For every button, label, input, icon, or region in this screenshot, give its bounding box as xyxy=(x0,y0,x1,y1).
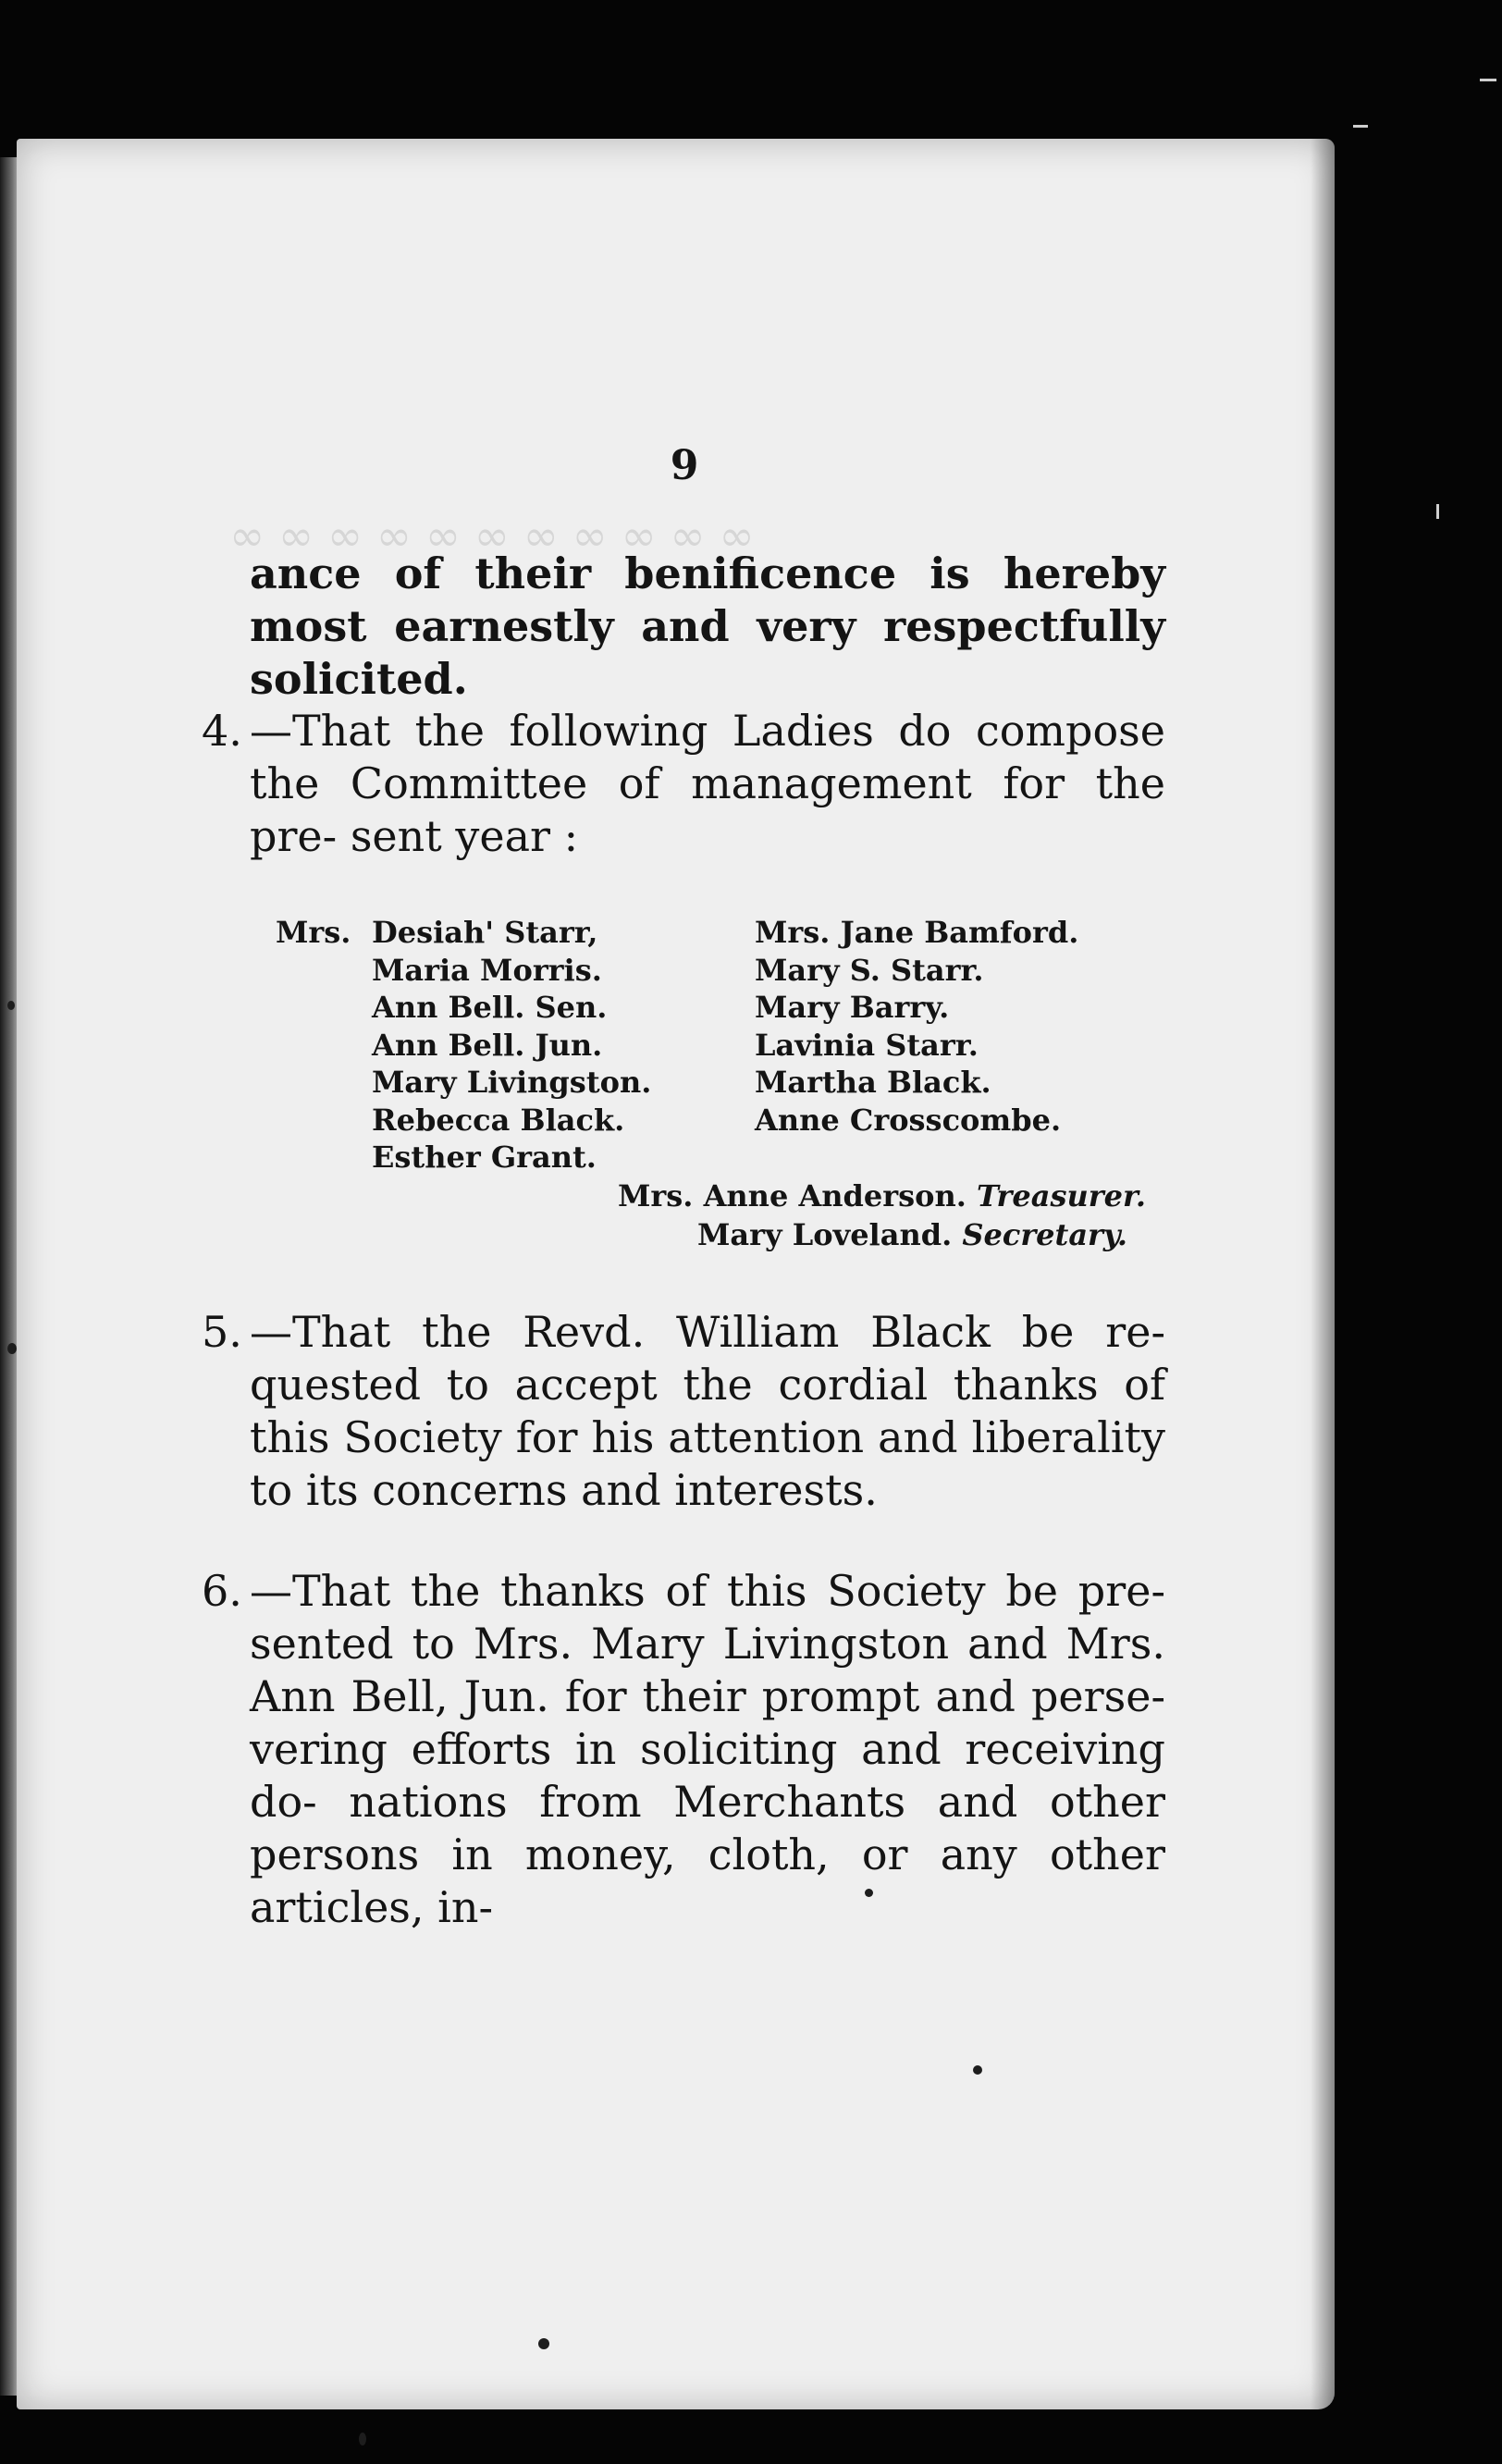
ink-speck xyxy=(7,1001,15,1010)
committee-member: Maria Morris. xyxy=(372,952,602,988)
committee-member: Jane Bamford. xyxy=(840,915,1079,950)
officer-name: Mary Loveland. xyxy=(697,1217,953,1252)
committee-member: Mary Livingston. xyxy=(372,1065,652,1100)
scan-mark xyxy=(1436,504,1439,519)
resolution-4 xyxy=(202,705,1165,863)
ink-speck xyxy=(973,2065,982,2075)
paragraph-intro xyxy=(250,548,1165,706)
committee-right-prefix: Mrs. xyxy=(755,915,831,950)
committee-left-prefix: Mrs. xyxy=(276,915,351,950)
committee-member: Martha Black. xyxy=(755,1065,991,1100)
resolution-4-number: 4. xyxy=(202,706,242,756)
committee-right-row xyxy=(755,914,1078,952)
officer-name: Mrs. Anne Anderson. xyxy=(618,1178,966,1214)
committee-member: Lavinia Starr. xyxy=(755,1027,979,1063)
paragraph-intro-text: ance of their benificence is hereby most earnestly and very respectfully solicited. xyxy=(250,548,1165,704)
committee-left-row xyxy=(276,914,651,952)
show-through-text: ∞ ∞ ∞ ∞ ∞ ∞ ∞ ∞ ∞ ∞ ∞ xyxy=(229,511,755,561)
scan-mark xyxy=(1353,125,1368,128)
resolution-5-text: —That the Revd. William Black be re- quested to accept the cordial thanks of this Society for his attention and liberality to its concerns and interests. xyxy=(250,1307,1165,1515)
ink-speck xyxy=(538,2338,549,2349)
committee-left-column xyxy=(276,914,651,1177)
officer-secretary xyxy=(618,1215,1146,1254)
officers-list xyxy=(618,1177,1146,1254)
committee-member: Esther Grant. xyxy=(372,1140,597,1175)
committee-member: Mary Barry. xyxy=(755,990,950,1025)
resolution-6-text: —That the thanks of this Society be pre- sented to Mrs. Mary Livingston and Mrs. Ann Bell, Jun. for their prompt and perse- vering efforts in soliciting and receiving do- nations from Merchants and other persons in money, cloth, or any other articles, in- xyxy=(250,1566,1165,1932)
committee-right-column xyxy=(755,914,1078,1139)
page-number: 9 xyxy=(670,442,699,489)
committee-member: Desiah' Starr, xyxy=(372,915,598,950)
ink-speck xyxy=(359,2433,366,2446)
committee-member: Ann Bell. Jun. xyxy=(372,1027,603,1063)
committee-member: Mary S. Starr. xyxy=(755,952,984,988)
officer-role: Treasurer. xyxy=(977,1178,1147,1214)
scan-mark xyxy=(1480,79,1496,81)
resolution-6 xyxy=(202,1565,1165,1934)
ink-speck xyxy=(7,1343,17,1354)
committee-member: Rebecca Black. xyxy=(372,1102,625,1138)
resolution-4-text: —That the following Ladies do compose the Committee of management for the pre- sent year : xyxy=(250,706,1165,861)
ink-speck xyxy=(865,1889,873,1897)
resolution-6-number: 6. xyxy=(202,1566,242,1616)
resolution-5-number: 5. xyxy=(202,1307,242,1357)
committee-member: Anne Crosscombe. xyxy=(755,1102,1062,1138)
officer-treasurer xyxy=(618,1177,1146,1215)
officer-role: Secretary. xyxy=(962,1217,1127,1252)
committee-member: Ann Bell. Sen. xyxy=(372,990,608,1025)
resolution-5 xyxy=(202,1306,1165,1517)
